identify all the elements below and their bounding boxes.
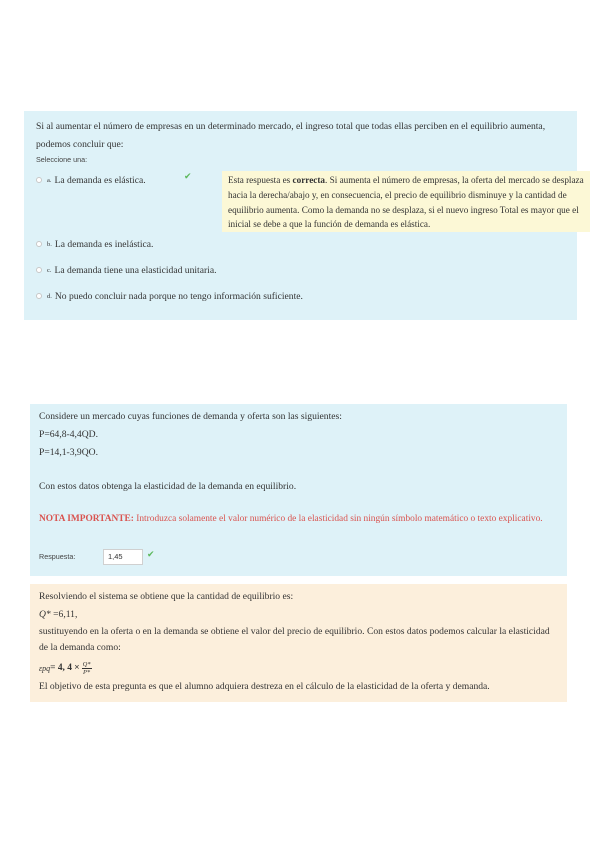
option-d-letter: d. (47, 292, 52, 300)
answer-input[interactable]: 1,45 (103, 549, 143, 565)
nota-importante (39, 514, 559, 525)
formula-mid: = 4, 4 × (50, 662, 80, 673)
feedback-line-5: El objetivo de esta pregunta es que el alumno adquiera destreza en el cálculo de la elasticidad de la oferta y demanda. (39, 681, 490, 692)
q-star-symbol: Q* (39, 609, 51, 620)
option-b[interactable] (36, 237, 153, 251)
option-a[interactable] (36, 173, 146, 187)
nota-bold: NOTA IMPORTANTE: (39, 514, 134, 524)
option-d[interactable] (36, 289, 303, 303)
feedback-line-3: sustituyendo en la oferta o en la demanda se obtiene el valor del precio de equilibrio. Con estos datos podemos calcular la elasticidad de la demanda como: (39, 626, 550, 653)
radio-c[interactable] (36, 267, 42, 273)
question-2-instruction: Con estos datos obtenga la elasticidad de la demanda en equilibrio. (39, 481, 297, 492)
question-2-intro: Considere un mercado cuyas funciones de demanda y oferta son las siguientes: (39, 411, 342, 422)
option-b-label: La demanda es inelástica. (54, 238, 154, 250)
formula-lhs: εpq (39, 663, 51, 673)
nota-rest: Introduzca solamente el valor numérico de la elasticidad sin ningún símbolo matemático o texto explicativo. (133, 514, 543, 524)
demand-equation: P=64,8-4,4QD. (39, 429, 98, 440)
elasticity-formula (39, 658, 92, 678)
option-c-letter: c. (47, 266, 52, 274)
option-feedback (222, 171, 590, 232)
option-c[interactable] (36, 263, 216, 277)
answer-label: Respuesta: (39, 552, 76, 561)
fraction-denominator: P* (82, 668, 91, 676)
supply-equation: P=14,1-3,9QO. (39, 447, 98, 458)
option-c-label: La demanda tiene una elasticidad unitaria. (54, 264, 217, 276)
question-1-card (24, 111, 584, 320)
general-feedback-card (30, 584, 567, 702)
feedback-rest: . Si aumenta el número de empresas, la oferta del mercado se desplaza hacia la derecha/abajo y, en consecuencia, el precio de equilibrio disminuye y la cantidad de equilibrio aumenta. Como la demanda no se desplaza, si el nuevo ingreso Total es mayor que el inicial se debe a que la función de demanda es elástica. (228, 175, 584, 230)
q-star-value: =6,11, (50, 609, 78, 620)
equilibrium-quantity (39, 606, 77, 623)
radio-a[interactable] (36, 177, 42, 183)
option-b-letter: b. (47, 240, 52, 248)
radio-d[interactable] (36, 293, 42, 299)
question-1-text: Si al aumentar el número de empresas en un determinado mercado, el ingreso total que todas ellas perciben en el equilibrio aumenta, podemos concluir que: (36, 121, 546, 150)
select-one-label: Seleccione una: (36, 155, 88, 164)
feedback-prefix: Esta respuesta es (228, 175, 293, 185)
option-d-label: No puedo concluir nada porque no tengo información suficiente. (54, 290, 303, 302)
option-a-label: La demanda es elástica. (54, 174, 146, 186)
radio-b[interactable] (36, 241, 42, 247)
feedback-line-1: Resolviendo el sistema se obtiene que la cantidad de equilibrio es: (39, 591, 294, 602)
question-2-card (30, 404, 567, 576)
feedback-bold: correcta (292, 175, 326, 185)
option-a-letter: a. (47, 176, 52, 184)
formula-fraction (82, 661, 92, 676)
fraction-numerator: Q* (82, 660, 91, 668)
answer-correct-check-icon: ✔ (147, 550, 155, 560)
correct-check-icon: ✔ (184, 172, 192, 182)
